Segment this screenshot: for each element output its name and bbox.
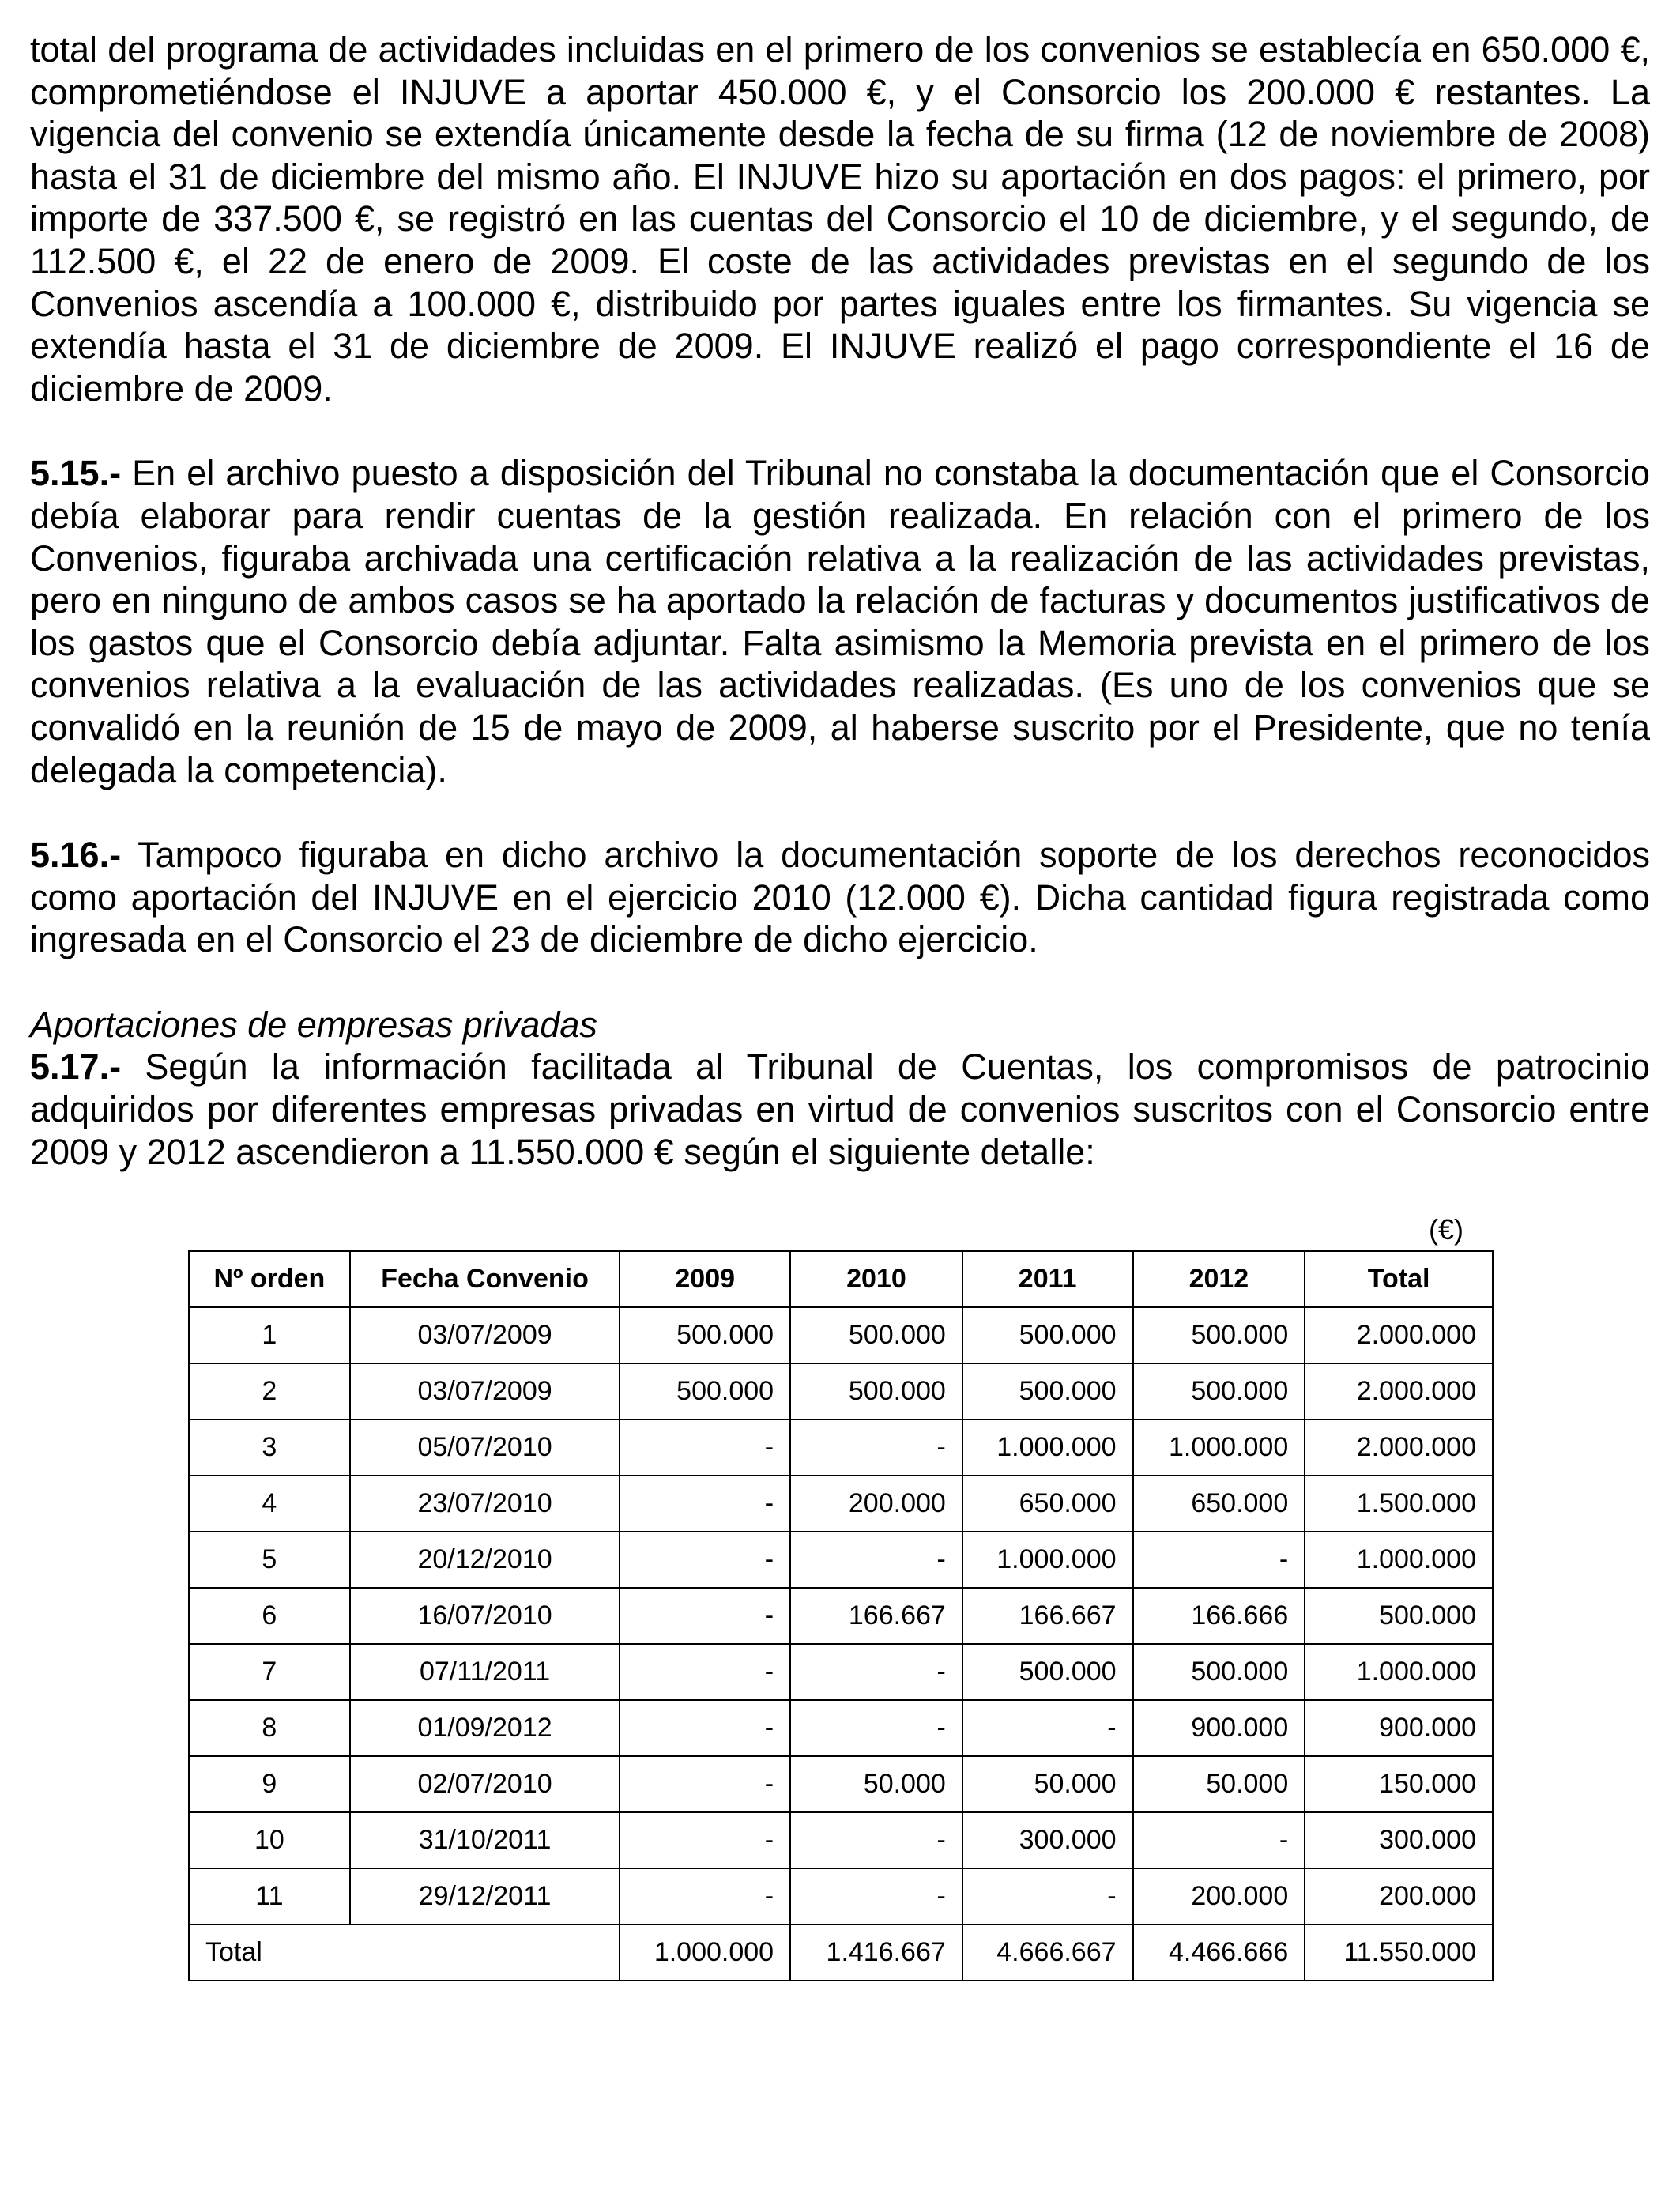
column-header-2009: 2009 [620,1251,790,1307]
cell-order: 11 [189,1868,350,1924]
paragraph-5-16 [30,834,1650,961]
cell-order: 7 [189,1644,350,1700]
cell-order: 10 [189,1812,350,1868]
cell-date: 02/07/2010 [350,1756,620,1812]
column-header-2010: 2010 [790,1251,962,1307]
cell-total: 2.000.000 [1305,1419,1493,1476]
cell-2009: 500.000 [620,1363,790,1419]
cell-2009: - [620,1476,790,1532]
column-header-order: Nº orden [189,1251,350,1307]
cell-total: 2.000.000 [1305,1363,1493,1419]
table-row [189,1532,1493,1588]
section-number: 5.16.- [30,835,122,876]
cell-2010: 500.000 [790,1363,962,1419]
cell-date: 20/12/2010 [350,1532,620,1588]
cell-2010: 500.000 [790,1307,962,1363]
cell-2011: - [962,1868,1133,1924]
cell-2012: 200.000 [1133,1868,1305,1924]
cell-2010: - [790,1812,962,1868]
table-row [189,1756,1493,1812]
cell-2010: - [790,1419,962,1476]
cell-total: 500.000 [1305,1588,1493,1644]
cell-date: 05/07/2010 [350,1419,620,1476]
cell-date: 03/07/2009 [350,1307,620,1363]
sponsorship-table [188,1250,1494,1981]
cell-total-2009: 1.000.000 [620,1924,790,1981]
cell-order: 3 [189,1419,350,1476]
cell-order: 2 [189,1363,350,1419]
table-row [189,1363,1493,1419]
cell-2009: - [620,1756,790,1812]
currency-unit-note: (€) [1429,1213,1463,1246]
paragraph-text: En el archivo puesto a disposición del Tribunal no constaba la documentación que el Consorcio debía elaborar para rendir cuentas de la gestión realizada. En relación con el primero de los Convenios, figuraba archivada una certificación relativa a la realización de las actividades previstas, pero en ninguno de ambos casos se ha aportado la relación de facturas y documentos justificativos de los gastos que el Consorcio debía adjuntar. Falta asimismo la Memoria prevista en el primero de los convenios relativa a la evaluación de las actividades realizadas. (Es uno de los convenios que se convalidó en la reunión de 15 de mayo de 2009, al haberse suscrito por el Presidente, que no tenía delegada la competencia). [30,453,1650,790]
cell-2012: 1.000.000 [1133,1419,1305,1476]
table-total-row [189,1924,1493,1981]
cell-2011: 650.000 [962,1476,1133,1532]
paragraph-5-17 [30,1046,1650,1173]
cell-2009: - [620,1812,790,1868]
table-row [189,1644,1493,1700]
cell-2009: - [620,1588,790,1644]
cell-2012: - [1133,1532,1305,1588]
paragraph-5-15 [30,452,1650,791]
table-row [189,1419,1493,1476]
cell-2011: 1.000.000 [962,1419,1133,1476]
cell-2009: - [620,1532,790,1588]
cell-2012: 650.000 [1133,1476,1305,1532]
cell-2012: 166.666 [1133,1588,1305,1644]
cell-total: 1.500.000 [1305,1476,1493,1532]
column-header-date: Fecha Convenio [350,1251,620,1307]
cell-order: 6 [189,1588,350,1644]
cell-2011: 500.000 [962,1363,1133,1419]
cell-2011: 500.000 [962,1307,1133,1363]
cell-order: 9 [189,1756,350,1812]
cell-2010: 166.667 [790,1588,962,1644]
cell-2009: - [620,1419,790,1476]
cell-date: 01/09/2012 [350,1700,620,1756]
cell-2009: - [620,1868,790,1924]
column-header-2011: 2011 [962,1251,1133,1307]
table-row [189,1307,1493,1363]
cell-total: 1.000.000 [1305,1532,1493,1588]
cell-2010: - [790,1644,962,1700]
cell-2010: - [790,1868,962,1924]
cell-2011: 1.000.000 [962,1532,1133,1588]
cell-total: 150.000 [1305,1756,1493,1812]
cell-order: 5 [189,1532,350,1588]
section-heading: Aportaciones de empresas privadas [30,1004,597,1045]
cell-order: 1 [189,1307,350,1363]
cell-total-2012: 4.466.666 [1133,1924,1305,1981]
cell-total: 900.000 [1305,1700,1493,1756]
cell-2010: 200.000 [790,1476,962,1532]
paragraph-intro: total del programa de actividades incluidas en el primero de los convenios se establecía en 650.000 €, comprometiéndose el INJUVE a aportar 450.000 €, y el Consorcio los 200.000 € restantes. La vigencia del convenio se extendía únicamente desde la fecha de su firma (12 de noviembre de 2008) hasta el 31 de diciembre del mismo año. El INJUVE hizo su aportación en dos pagos: el primero, por importe de 337.500 €, se registró en las cuentas del Consorcio el 10 de diciembre, y el segundo, de 112.500 €, el 22 de enero de 2009. El coste de las actividades previstas en el segundo de los Convenios ascendía a 100.000 €, distribuido por partes iguales entre los firmantes. Su vigencia se extendía hasta el 31 de diciembre de 2009. El INJUVE realizó el pago correspondiente el 16 de diciembre de 2009. [30,29,1650,409]
section-number: 5.17.- [30,1046,122,1088]
table-row [189,1812,1493,1868]
cell-grand-total: 11.550.000 [1305,1924,1493,1981]
cell-date: 07/11/2011 [350,1644,620,1700]
cell-order: 4 [189,1476,350,1532]
cell-2011: 300.000 [962,1812,1133,1868]
column-header-total: Total [1305,1251,1493,1307]
cell-total: 2.000.000 [1305,1307,1493,1363]
cell-2009: - [620,1700,790,1756]
column-header-2012: 2012 [1133,1251,1305,1307]
document-page [30,28,1650,1173]
cell-2012: 50.000 [1133,1756,1305,1812]
cell-date: 03/07/2009 [350,1363,620,1419]
cell-total: 200.000 [1305,1868,1493,1924]
paragraph-text: Según la información facilitada al Tribunal de Cuentas, los compromisos de patrocinio adquiridos por diferentes empresas privadas en virtud de convenios suscritos con el Consorcio entre 2009 y 2012 ascendieron a 11.550.000 € según el siguiente detalle: [30,1046,1650,1172]
cell-total: 1.000.000 [1305,1644,1493,1700]
cell-date: 29/12/2011 [350,1868,620,1924]
cell-2010: - [790,1532,962,1588]
cell-date: 23/07/2010 [350,1476,620,1532]
table-header-row [189,1251,1493,1307]
cell-2009: - [620,1644,790,1700]
table-row [189,1476,1493,1532]
cell-2012: 500.000 [1133,1644,1305,1700]
cell-2011: 166.667 [962,1588,1133,1644]
cell-2011: 50.000 [962,1756,1133,1812]
cell-2012: - [1133,1812,1305,1868]
cell-2011: - [962,1700,1133,1756]
cell-total-label: Total [189,1924,620,1981]
table-row [189,1588,1493,1644]
cell-2012: 900.000 [1133,1700,1305,1756]
cell-2012: 500.000 [1133,1307,1305,1363]
cell-total-2011: 4.666.667 [962,1924,1133,1981]
cell-total: 300.000 [1305,1812,1493,1868]
cell-date: 31/10/2011 [350,1812,620,1868]
cell-order: 8 [189,1700,350,1756]
paragraph-text: Tampoco figuraba en dicho archivo la documentación soporte de los derechos reconocidos como aportación del INJUVE en el ejercicio 2010 (12.000 €). Dicha cantidad figura registrada como ingresada en el Consorcio el 23 de diciembre de dicho ejercicio. [30,835,1650,960]
table-row [189,1868,1493,1924]
section-number: 5.15.- [30,453,122,494]
cell-2011: 500.000 [962,1644,1133,1700]
cell-total-2010: 1.416.667 [790,1924,962,1981]
cell-date: 16/07/2010 [350,1588,620,1644]
cell-2012: 500.000 [1133,1363,1305,1419]
cell-2010: - [790,1700,962,1756]
cell-2009: 500.000 [620,1307,790,1363]
cell-2010: 50.000 [790,1756,962,1812]
table-row [189,1700,1493,1756]
